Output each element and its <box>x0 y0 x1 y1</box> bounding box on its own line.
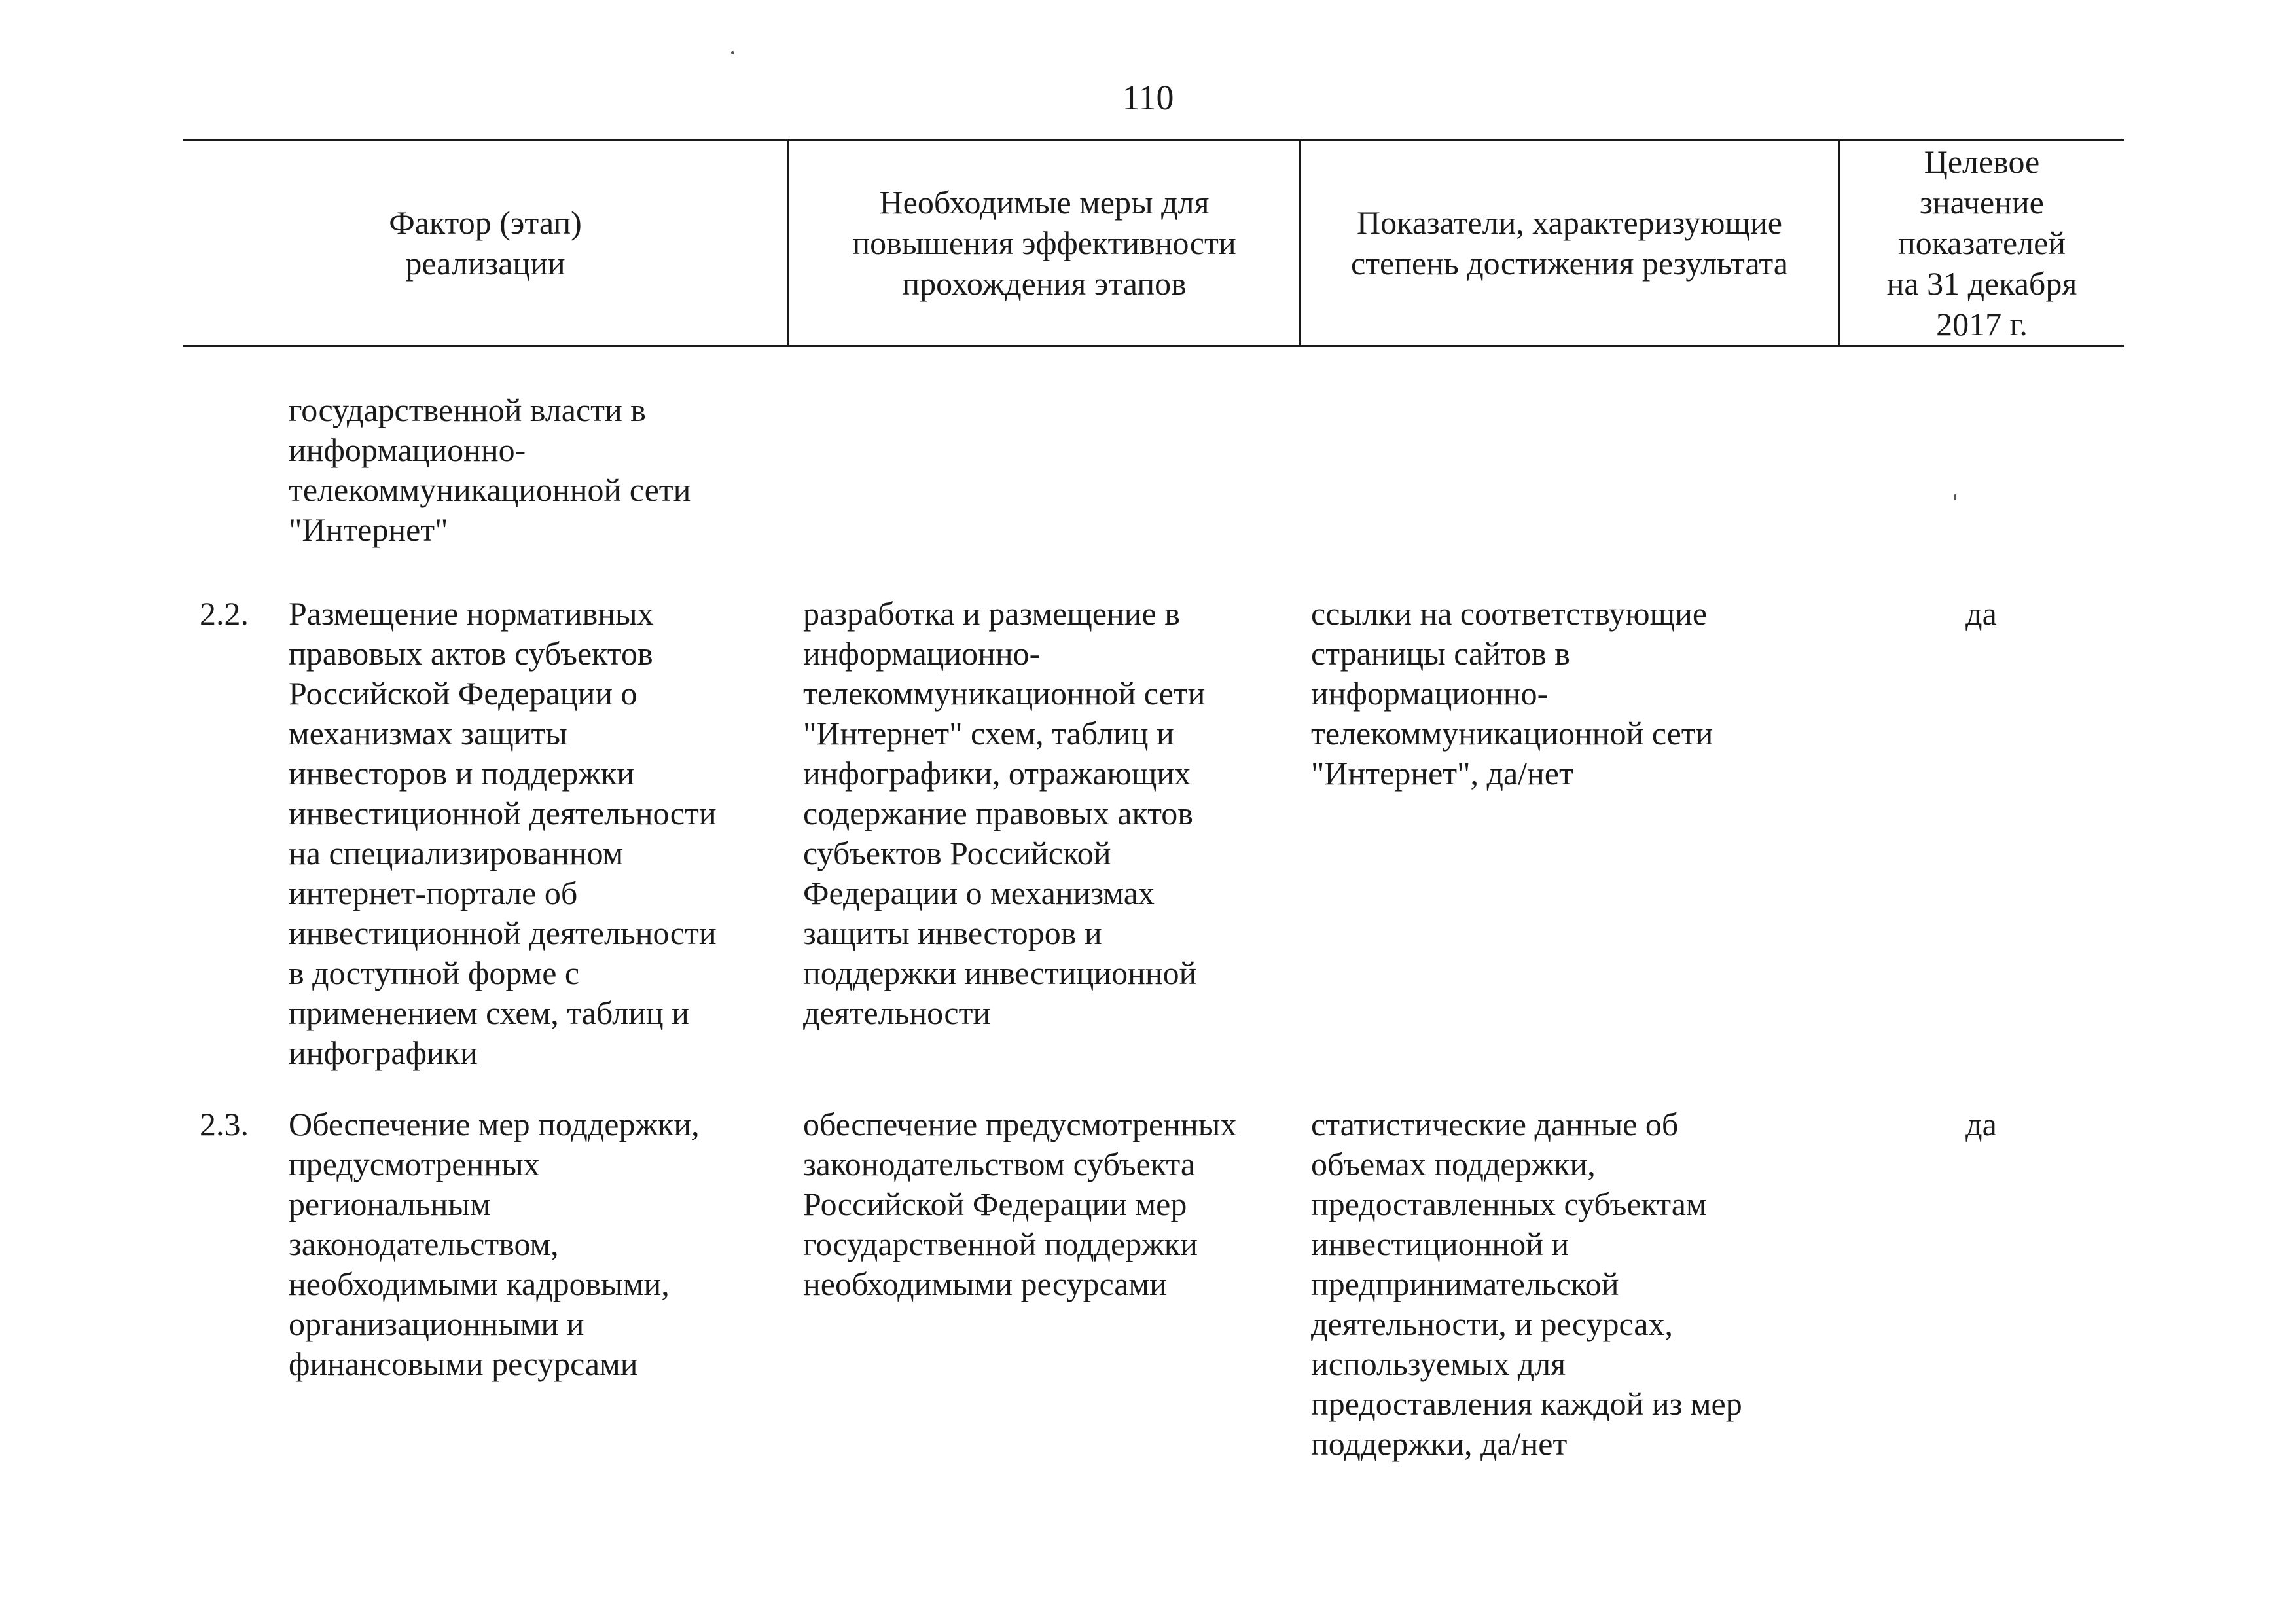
scan-speck <box>1954 494 1956 500</box>
header-factor: Фактор (этап) реализации <box>389 204 582 282</box>
row-target-value: да <box>1965 1106 1997 1142</box>
row-target-value: да <box>1965 595 1997 632</box>
row-indicators: ссылки на соответствующие страницы сайтов в информационно- телекоммуникационной сети "Интернет", да/нет <box>1311 595 1713 792</box>
row-measures: обеспечение предусмотренных законодательством субъекта Российской Федерации мер государственной поддержки необходимыми ресурсами <box>803 1106 1237 1302</box>
continuation-text: государственной власти в информационно- телекоммуникационной сети "Интернет" <box>289 392 691 548</box>
row-measures: разработка и размещение в информационно- телекоммуникационной сети "Интернет" схем, таблиц и инфографики, отражающих содержание правовых актов субъектов Российской Федерации о механизмах защиты инвесторов и поддержки инвестиционной деятельности <box>803 595 1206 1031</box>
row-number: 2.3. <box>200 1106 249 1142</box>
row-indicators: статистические данные об объемах поддержки, предоставленных субъектам инвестиционной и предпринимательской деятельности, и ресурсах, используемых для предоставления каждой из мер поддержки, да/нет <box>1311 1106 1742 1462</box>
header-measures: Необходимые меры для повышения эффективности прохождения этапов <box>852 184 1236 302</box>
row-number: 2.2. <box>200 595 249 632</box>
row-factor: Обеспечение мер поддержки, предусмотренных региональным законодательством, необходимыми кадровыми, организационными и финансовыми ресурсами <box>289 1106 700 1382</box>
header-target-value: Целевое значение показателей на 31 декабря 2017 г. <box>1886 143 2077 342</box>
scan-speck <box>731 51 734 54</box>
header-indicators: Показатели, характеризующие степень достижения результата <box>1351 204 1788 282</box>
row-factor: Размещение нормативных правовых актов субъектов Российской Федерации о механизмах защиты инвесторов и поддержки инвестиционной деятельности на специализированном интернет-портале об инвестиционной деятельности в доступной форме с применением схем, таблиц и инфографики <box>289 595 717 1071</box>
page-number: 110 <box>1122 78 1174 117</box>
